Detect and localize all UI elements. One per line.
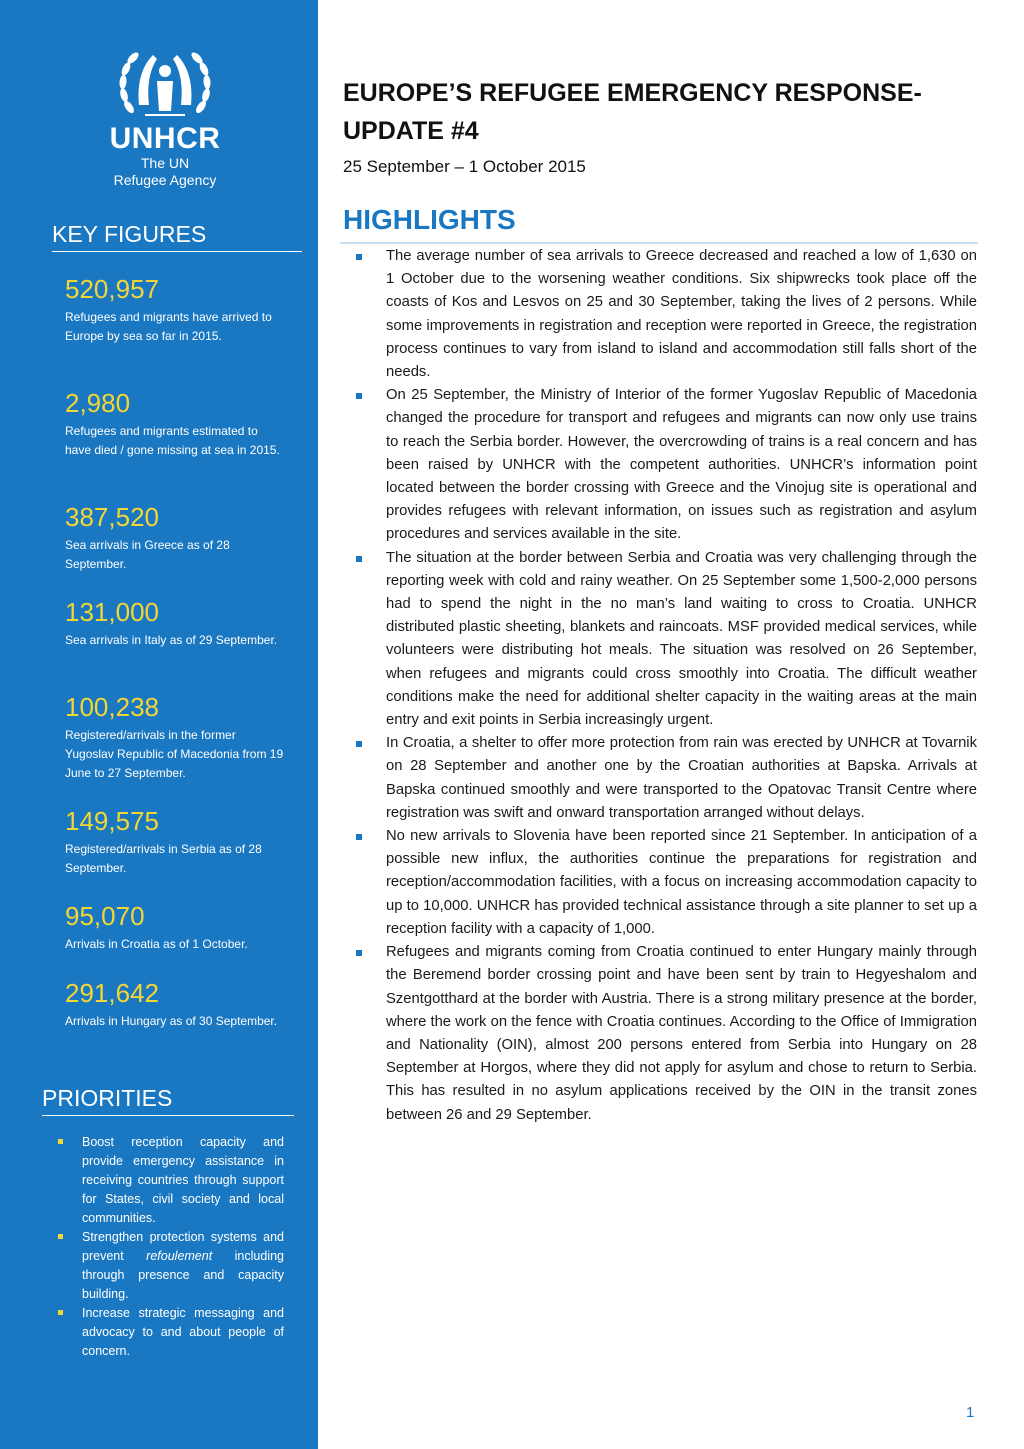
highlight-text: The situation at the border between Serbia and Croatia was very challenging through the reporting week with cold and rainy weather. On 25 September some 1,500-2,000 persons had to spend the night in the no man’s land waiting to cross to Croatia. UNHCR distributed plastic sheeting, blankets and raincoats. MSF provided medical services, while volunteers were distributing hot meals. The situation was resolved on 26 September, when refugees and migrants could cross smoothly into Croatia. The difficult weather conditions make the need for additional shelter capacity in the waiting areas at the main entry and exit points in Serbia increasingly urgent.	[386, 549, 977, 729]
priority-text-italic: refoulement	[146, 1249, 213, 1263]
key-figure	[65, 597, 285, 650]
logo-tagline-line-1: The UN	[140, 155, 190, 171]
highlight-text: In Croatia, a shelter to offer more protection from rain was erected by UNHCR at Tovarnik on 28 September and another one by the Croatian authorities at Bapska. Arrivals at Bapska continued smoothly and were transported to the Opatovac Transit Centre where registration was swift and onward transportation arranged without delays.	[386, 735, 977, 821]
highlight-text: Refugees and migrants coming from Croatia continued to enter Hungary mainly through the Beremend border crossing point and have been sent by train to Hegyeshalom and Szentgotthard at the border with Austria. There is a strong military presence at the border, where the work on the fence with Croatia continues. According to the Office of Immigration and Nationality (OIN), almost 200 persons entered from Serbia into Hungary on 28 September at Horgos, where they did not apply for asylum and chose to return to Serbia. This has resulted in no asylum applications received by the OIN in the transit zones between 26 and 29 September.	[386, 944, 977, 1123]
key-figure-description: Registered/arrivals in Serbia as of 28 September.	[65, 842, 262, 875]
priority-text-before: Strengthen protection systems and prevent	[82, 1230, 284, 1263]
logo-tagline-line-2: Refugee Agency	[113, 172, 217, 188]
bullet-icon	[356, 950, 362, 956]
key-figure-value: 149,575	[65, 806, 159, 836]
key-figures-heading: KEY FIGURES	[52, 221, 302, 252]
key-figure	[65, 502, 285, 574]
highlight-item	[356, 245, 977, 384]
key-figure-value: 520,957	[65, 274, 159, 304]
report-date-range: 25 September – 1 October 2015	[343, 157, 586, 176]
highlight-item	[356, 732, 977, 825]
priorities-heading: PRIORITIES	[42, 1085, 294, 1116]
page-number: 1	[966, 1404, 975, 1421]
bullet-icon	[58, 1234, 63, 1239]
key-figure-description: Sea arrivals in Italy as of 29 September.	[65, 633, 278, 647]
priority-text: Increase strategic messaging and advocacy to and about people of concern.	[82, 1306, 284, 1358]
bullet-icon	[356, 556, 362, 562]
bullet-icon	[356, 834, 362, 840]
unhcr-logo	[100, 45, 230, 189]
key-figure-value: 131,000	[65, 597, 159, 627]
key-figure	[65, 692, 285, 783]
highlights-list	[356, 245, 977, 1127]
highlight-item	[356, 825, 977, 941]
highlight-item	[356, 941, 977, 1127]
bullet-icon	[356, 254, 362, 260]
unhcr-emblem-icon	[115, 45, 215, 125]
highlight-text: On 25 September, the Ministry of Interior of the former Yugoslav Republic of Macedonia changed the procedure for transport and refugees and migrants can now only use trains to reach the Serbia border. However, the overcrowding of trains is a real concern and has been raised by UNHCR with the competent authorities. UNHCR’s information point located between the border crossing with Greece and the Vinojug site is operational and provides refugees with relevant information, on issues such as registration and asylum procedures and services available in the site.	[386, 387, 977, 543]
key-figure-value: 387,520	[65, 502, 159, 532]
key-figure	[65, 388, 285, 460]
bullet-icon	[356, 393, 362, 399]
priority-text-after: including through presence and capacity building.	[82, 1249, 284, 1301]
priority-item	[58, 1228, 284, 1304]
priority-item	[58, 1133, 284, 1228]
priority-item	[58, 1304, 284, 1361]
key-figure-description: Arrivals in Hungary as of 30 September.	[65, 1014, 278, 1028]
key-figure-value: 2,980	[65, 388, 131, 418]
key-figure	[65, 806, 285, 878]
bullet-icon	[58, 1310, 63, 1315]
key-figure-value: 100,238	[65, 692, 159, 722]
key-figure-value: 95,070	[65, 901, 145, 931]
bullet-icon	[58, 1139, 63, 1144]
highlight-item	[356, 547, 977, 733]
highlight-text: No new arrivals to Slovenia have been reported since 21 September. In anticipation of a possible new influx, the authorities continue the preparations for registration and reception/accommodation facilities, with a focus on increasing accommodation capacity to up to 10,000. UNHCR has provided technical assistance through a site planner to set up a reception facility with a capacity of 1,000.	[386, 828, 977, 937]
key-figure-description: Refugees and migrants estimated to have died / gone missing at sea in 2015.	[65, 424, 280, 457]
key-figure-description: Registered/arrivals in the former Yugoslav Republic of Macedonia from 19 June to 27 September.	[65, 728, 284, 780]
document-title: EUROPE’S REFUGEE EMERGENCY RESPONSE- UPDATE #4	[343, 79, 922, 145]
key-figure	[65, 978, 285, 1031]
key-figure-value: 291,642	[65, 978, 159, 1008]
key-figure-description: Sea arrivals in Greece as of 28 September.	[65, 538, 230, 571]
highlights-divider	[340, 242, 978, 244]
priority-text: Boost reception capacity and provide emergency assistance in receiving countries through support for States, civil society and local communities.	[82, 1135, 284, 1225]
key-figure-description: Refugees and migrants have arrived to Europe by sea so far in 2015.	[65, 310, 272, 343]
priorities-list	[58, 1133, 284, 1361]
highlights-heading: HIGHLIGHTS	[343, 204, 516, 235]
bullet-icon	[356, 741, 362, 747]
highlight-item	[356, 384, 977, 546]
highlight-text: The average number of sea arrivals to Greece decreased and reached a low of 1,630 on 1 October due to the worsening weather conditions. Six shipwrecks took place off the coasts of Kos and Lesvos on 25 and 30 September, taking the lives of 2 persons. While some improvements in registration and reception were reported in Greece, the registration process continues to vary from island to island and accommodation still falls short of the needs.	[386, 248, 977, 381]
sidebar	[0, 0, 318, 1449]
unhcr-wordmark: UNHCR	[109, 122, 221, 155]
key-figure-description: Arrivals in Croatia as of 1 October.	[65, 937, 248, 951]
key-figure	[65, 901, 285, 954]
key-figure	[65, 274, 285, 346]
